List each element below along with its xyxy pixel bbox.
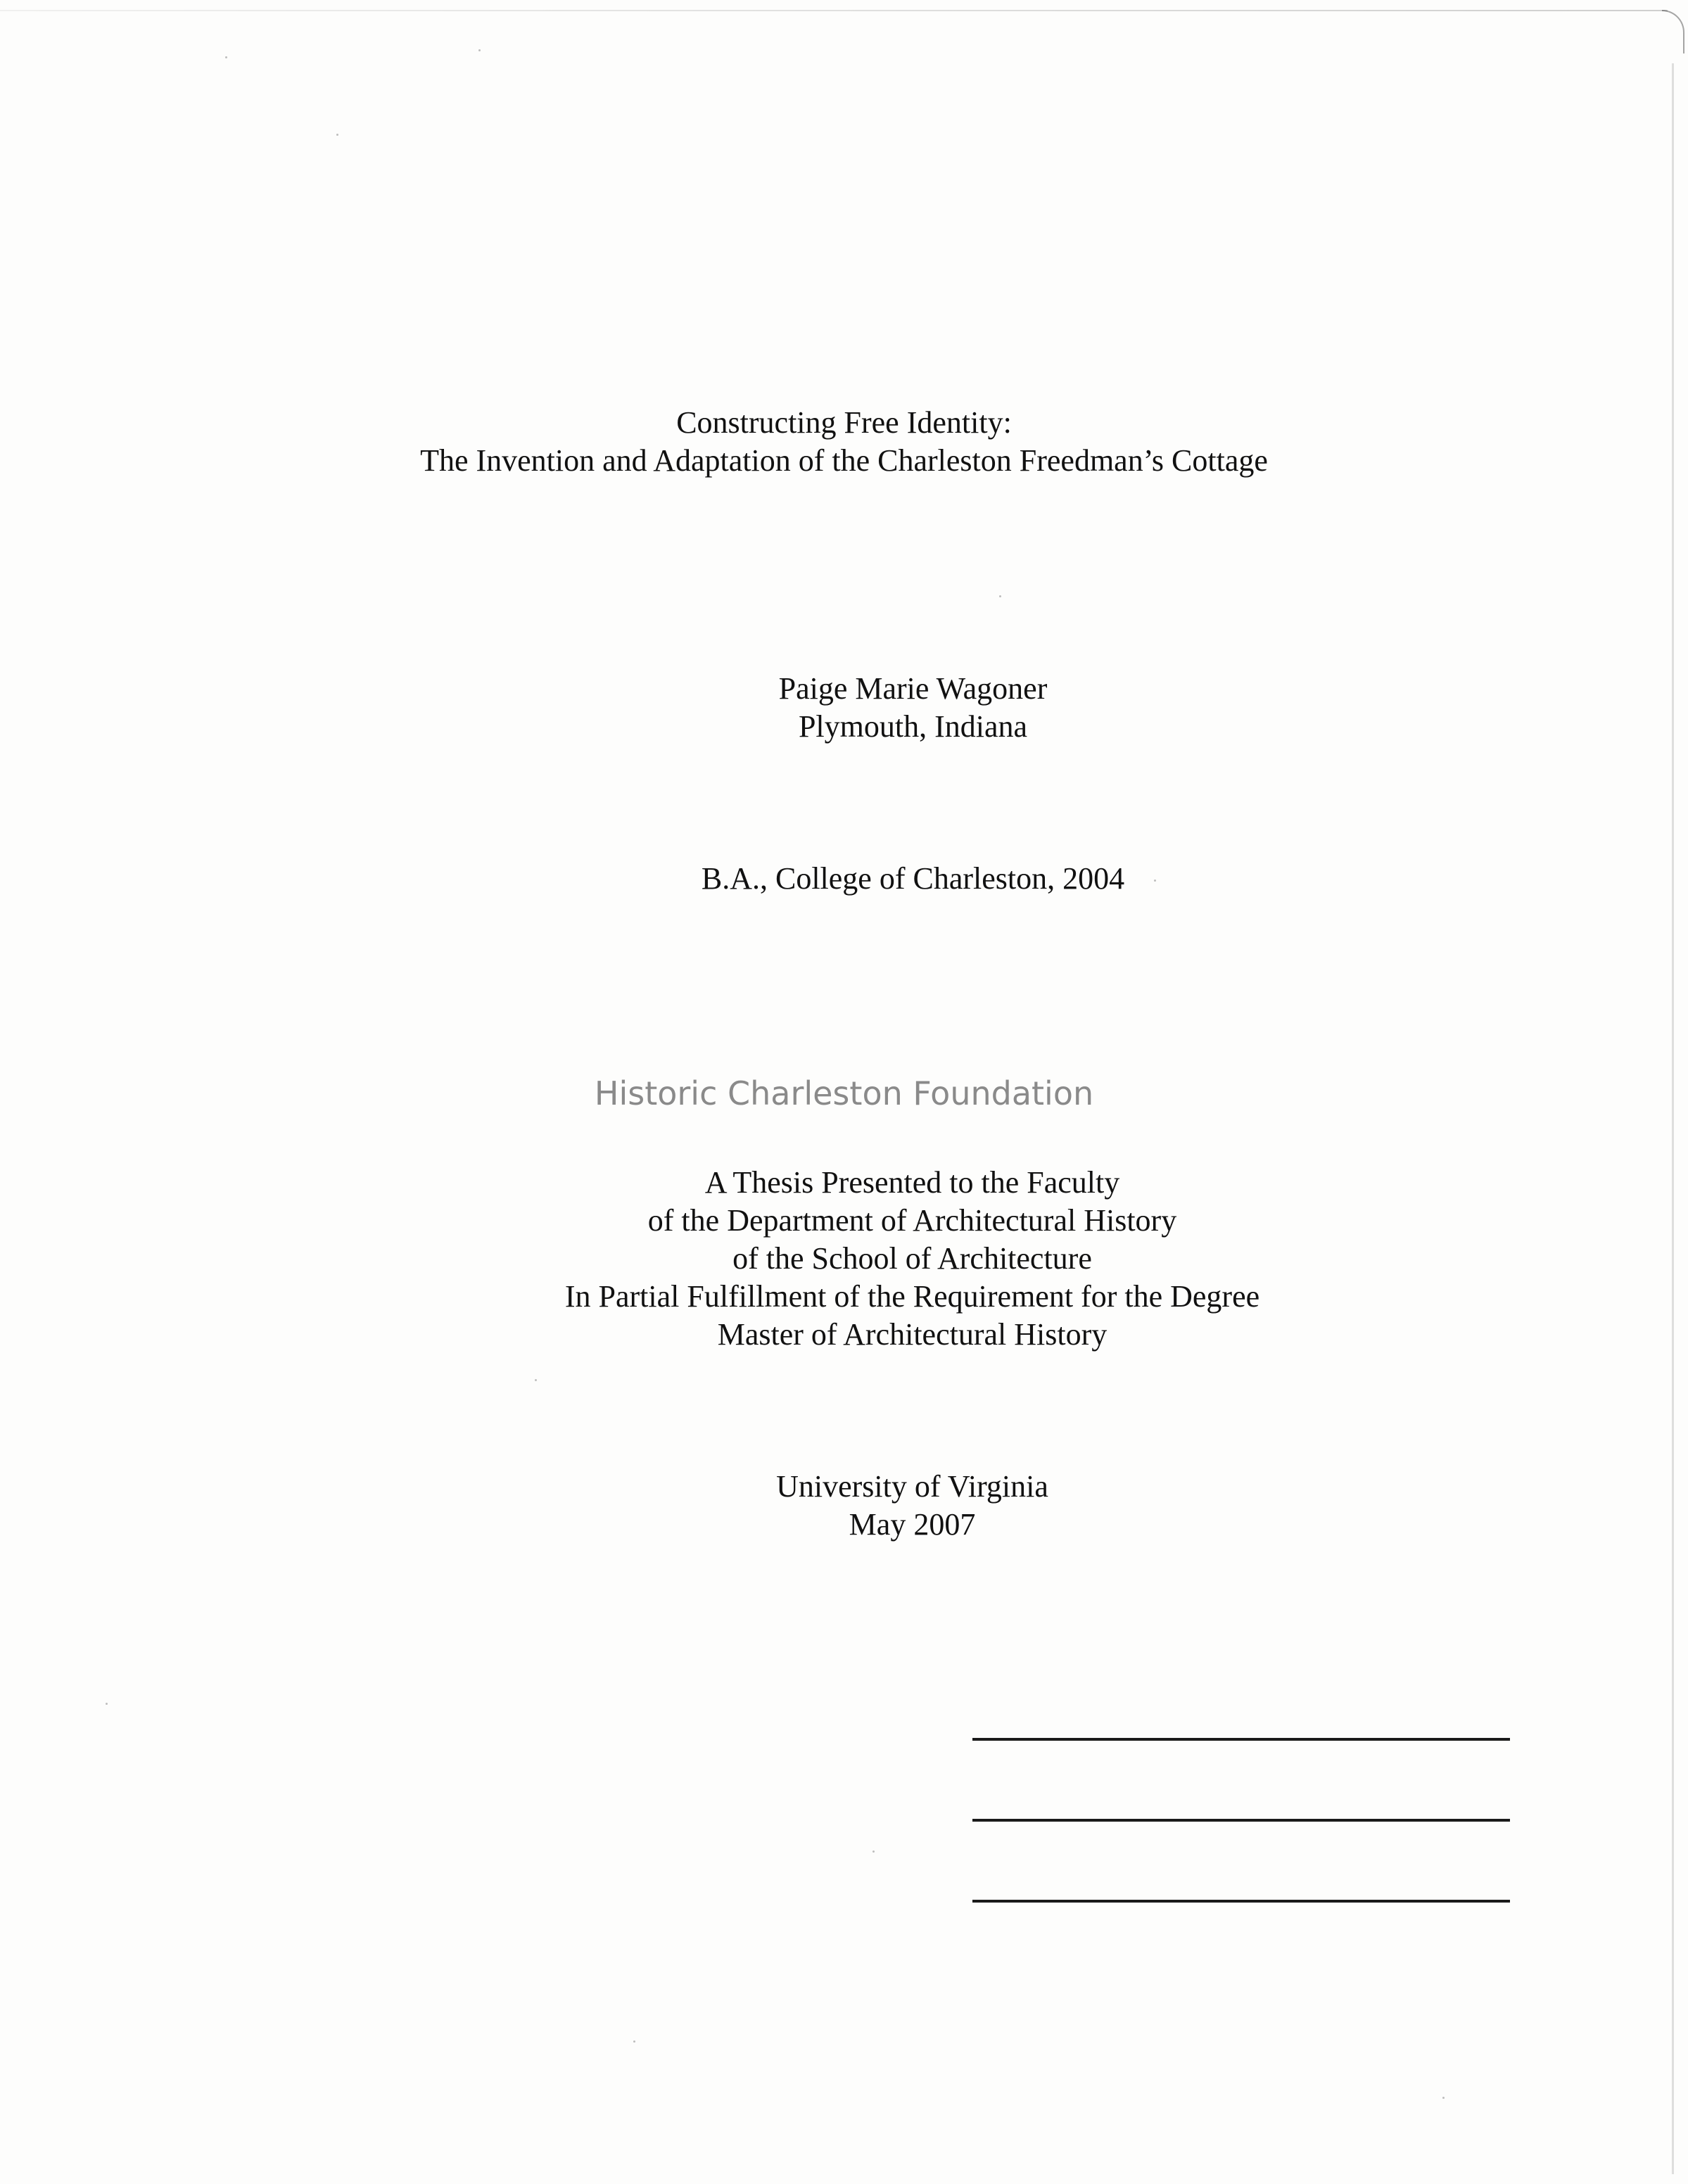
title-line-2: The Invention and Adaptation of the Charleston Freedman’s Cottage xyxy=(420,443,1268,478)
thesis-line-2: of the Department of Architectural History xyxy=(647,1203,1177,1238)
scan-speck xyxy=(336,134,338,136)
thesis-line-4: In Partial Fulfillment of the Requirement for the Degree xyxy=(564,1279,1260,1314)
scan-speck xyxy=(1442,2097,1445,2099)
scan-speck xyxy=(1154,880,1156,882)
university-name: University of Virginia xyxy=(776,1469,1048,1504)
scan-speck xyxy=(478,49,481,51)
scan-speck xyxy=(106,1703,108,1705)
scan-right-edge xyxy=(1672,63,1674,2174)
thesis-line-3: of the School of Architecture xyxy=(732,1241,1092,1276)
submission-date: May 2007 xyxy=(849,1507,976,1542)
prior-degree xyxy=(69,860,1688,898)
scan-speck xyxy=(225,56,227,58)
scan-speck xyxy=(999,595,1001,597)
scan-speck xyxy=(872,1850,875,1853)
signature-line xyxy=(972,1738,1510,1741)
signature-line xyxy=(972,1900,1510,1903)
author-block xyxy=(69,670,1688,746)
thesis-line-5: Master of Architectural History xyxy=(717,1317,1108,1352)
signature-line xyxy=(972,1819,1510,1822)
title-line-1: Constructing Free Identity: xyxy=(676,405,1012,440)
thesis-line-1: A Thesis Presented to the Faculty xyxy=(704,1165,1120,1200)
scan-folded-corner xyxy=(1662,10,1684,53)
thesis-title xyxy=(0,404,1688,480)
institution-block xyxy=(68,1468,1688,1544)
thesis-statement xyxy=(68,1164,1688,1354)
prior-degree-text: B.A., College of Charleston, 2004 xyxy=(701,861,1125,896)
author-name: Paige Marie Wagoner xyxy=(778,671,1048,706)
watermark: Historic Charleston Foundation xyxy=(594,1074,1094,1112)
author-hometown: Plymouth, Indiana xyxy=(798,709,1028,744)
scan-speck xyxy=(633,2040,635,2043)
scan-top-edge xyxy=(0,10,1668,11)
scan-speck xyxy=(535,1379,537,1381)
